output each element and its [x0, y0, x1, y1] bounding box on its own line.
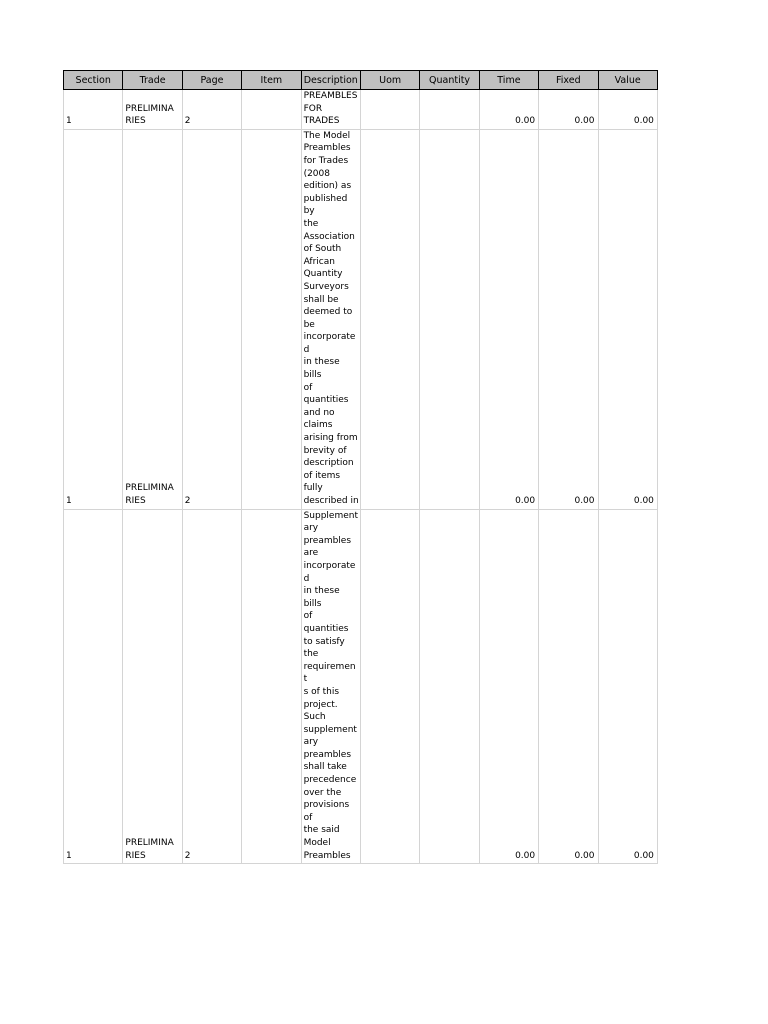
trade-cell: PRELIMINA RIES: [123, 129, 182, 509]
time-cell: 0.00: [479, 90, 538, 130]
column-header-page: Page: [182, 71, 241, 90]
page-cell: 2: [182, 509, 241, 864]
section-cell: 1: [64, 90, 123, 130]
description-cell: PREAMBLES FOR TRADES: [301, 90, 360, 130]
fixed-cell: 0.00: [539, 129, 598, 509]
table-row: [64, 509, 658, 864]
uom-cell: [360, 509, 419, 864]
description-cell: Supplement ary preambles are incorporated in these bills of quantities to satisfy the requirement s of this project. Such supplement ary preambles shall take precedence over the provisions of the said Model Preambles: [301, 509, 360, 864]
table-header-row: [64, 71, 658, 90]
section-cell: 1: [64, 129, 123, 509]
column-header-uom: Uom: [360, 71, 419, 90]
fixed-cell: 0.00: [539, 509, 598, 864]
section-cell: 1: [64, 509, 123, 864]
value-cell: 0.00: [598, 129, 657, 509]
trade-cell: PRELIMINA RIES: [123, 509, 182, 864]
quantity-cell: [420, 509, 479, 864]
page-cell: 2: [182, 90, 241, 130]
fixed-cell: 0.00: [539, 90, 598, 130]
column-header-value: Value: [598, 71, 657, 90]
column-header-quantity: Quantity: [420, 71, 479, 90]
uom-cell: [360, 90, 419, 130]
page-cell: 2: [182, 129, 241, 509]
table-row: [64, 90, 658, 130]
value-cell: 0.00: [598, 509, 657, 864]
value-cell: 0.00: [598, 90, 657, 130]
column-header-section: Section: [64, 71, 123, 90]
item-cell: [242, 90, 301, 130]
time-cell: 0.00: [479, 509, 538, 864]
bill-of-quantities-table: [63, 70, 658, 864]
description-cell: The Model Preambles for Trades (2008 edition) as published by the Association of South African Quantity Surveyors shall be deemed to be incorporated in these bills of quantities and no claims arising from brevity of description of items fully described in: [301, 129, 360, 509]
quantity-cell: [420, 129, 479, 509]
uom-cell: [360, 129, 419, 509]
column-header-item: Item: [242, 71, 301, 90]
time-cell: 0.00: [479, 129, 538, 509]
column-header-fixed: Fixed: [539, 71, 598, 90]
table-row: [64, 129, 658, 509]
column-header-description: Description: [301, 71, 360, 90]
item-cell: [242, 129, 301, 509]
column-header-trade: Trade: [123, 71, 182, 90]
item-cell: [242, 509, 301, 864]
trade-cell: PRELIMINA RIES: [123, 90, 182, 130]
column-header-time: Time: [479, 71, 538, 90]
quantity-cell: [420, 90, 479, 130]
